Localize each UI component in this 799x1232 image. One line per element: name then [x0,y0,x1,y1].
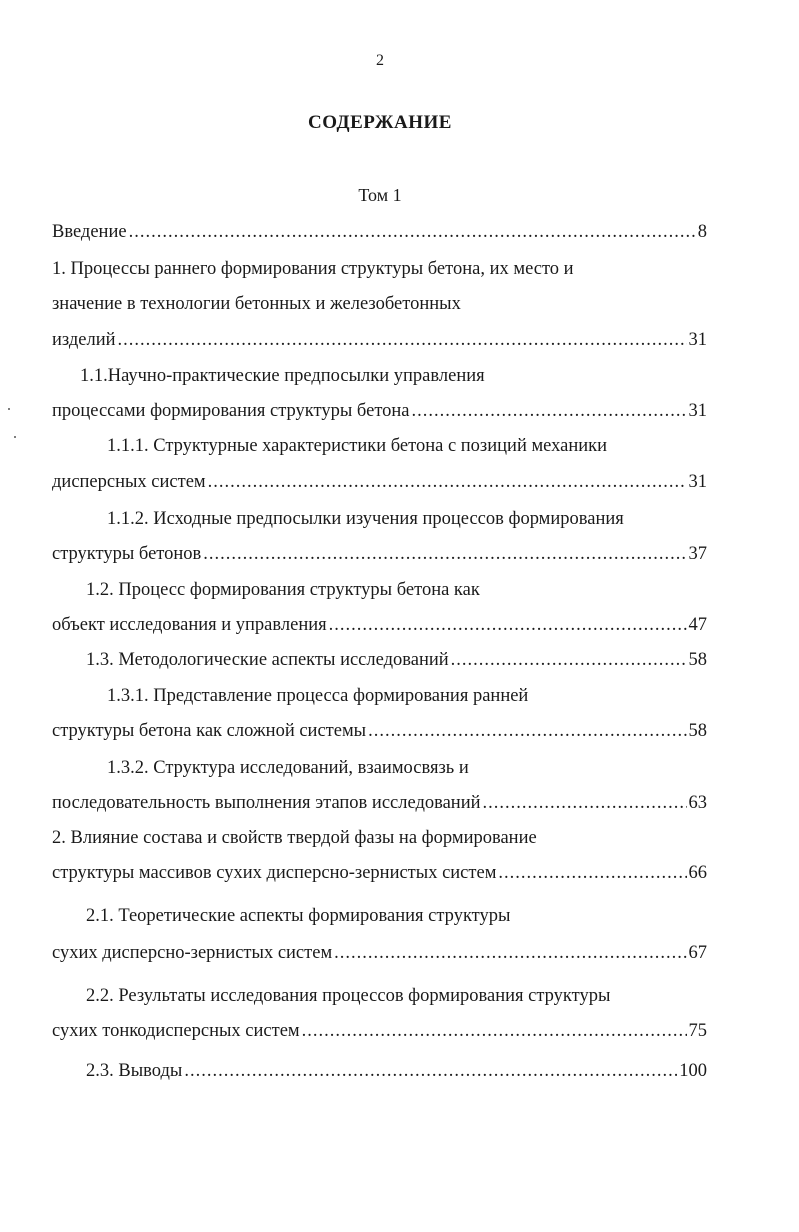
toc-entry-2-2[interactable] [52,1018,707,1044]
dot-leader [184,1058,677,1084]
toc-page-number: 66 [688,863,707,883]
dot-leader [329,612,687,638]
toc-entry-title: 2.3. Выводы [86,1061,183,1081]
toc-entry-title: дисперсных систем [52,472,206,492]
toc-page-number: 58 [688,650,707,670]
toc-entry-title: структуры массивов сухих дисперсно-зернистых систем [52,863,497,883]
dot-leader [498,860,686,886]
scan-speck [14,436,16,438]
toc-entry-ch2[interactable] [52,860,707,886]
toc-page-number: 100 [679,1061,707,1081]
toc-page-number: 8 [697,222,707,242]
toc-entry-title: процессами формирования структуры бетона [52,401,410,421]
dot-leader [208,469,687,495]
toc-entry-2-3[interactable] [86,1058,707,1084]
toc-entry-title: структуры бетона как сложной системы [52,721,367,741]
toc-entry-1-2[interactable] [52,612,707,638]
toc-entry-1-1-line1: 1.1.Научно-практические предпосылки управления [80,366,485,386]
toc-entry-intro[interactable] [52,219,707,245]
toc-entry-ch1[interactable] [52,327,707,353]
toc-entry-title: последовательность выполнения этапов исследований [52,793,481,813]
toc-entry-1-3[interactable] [86,647,707,673]
scan-speck [8,408,10,410]
toc-entry-title: структуры бетонов [52,544,202,564]
volume-label: Том 1 [358,185,402,205]
toc-entry-1-2-line1: 1.2. Процесс формирования структуры бетона как [86,580,480,600]
toc-entry-1-1-2-line1: 1.1.2. Исходные предпосылки изучения процессов формирования [107,509,624,529]
dot-leader [451,647,687,673]
toc-page-number: 31 [688,472,707,492]
dot-leader [368,718,686,744]
toc-entry-title: изделий [52,330,116,350]
toc-entry-1-1-2[interactable] [52,541,707,567]
toc-page-number: 31 [688,401,707,421]
contents-heading: СОДЕРЖАНИЕ [308,112,452,133]
toc-entry-title: сухих дисперсно-зернистых систем [52,943,333,963]
toc-entry-title: 1.3. Методологические аспекты исследований [86,650,449,670]
toc-entry-2-1-line1: 2.1. Теоретические аспекты формирования структуры [86,906,511,926]
toc-page-number: 37 [688,544,707,564]
dot-leader [334,940,686,966]
toc-entry-title: Введение [52,222,127,242]
dot-leader [118,327,687,353]
toc-page-number: 63 [688,793,707,813]
toc-page-number: 47 [688,615,707,635]
toc-entry-1-1-1-line1: 1.1.1. Структурные характеристики бетона с позиций механики [107,436,608,456]
toc-entry-ch1-line2: значение в технологии бетонных и железобетонных [52,294,461,314]
dot-leader [483,790,687,816]
toc-entry-title: объект исследования и управления [52,615,327,635]
toc-page-number: 67 [688,943,707,963]
toc-page-number: 31 [688,330,707,350]
toc-entry-2-1[interactable] [52,940,707,966]
dot-leader [412,398,687,424]
toc-entry-title: сухих тонкодисперсных систем [52,1021,300,1041]
dot-leader [203,541,686,567]
toc-entry-1-3-2[interactable] [52,790,707,816]
toc-entry-2-2-line1: 2.2. Результаты исследования процессов формирования структуры [86,986,611,1006]
dot-leader [129,219,696,245]
toc-entry-ch2-line1: 2. Влияние состава и свойств твердой фазы на формирование [52,828,537,848]
toc-page-number: 75 [688,1021,707,1041]
toc-entry-1-3-1[interactable] [52,718,707,744]
toc-page-number: 58 [688,721,707,741]
toc-entry-ch1-line1: 1. Процессы раннего формирования структуры бетона, их место и [52,259,574,279]
dot-leader [302,1018,687,1044]
toc-entry-1-3-1-line1: 1.3.1. Представление процесса формирования ранней [107,686,529,706]
page-number: 2 [376,52,384,69]
toc-entry-1-3-2-line1: 1.3.2. Структура исследований, взаимосвязь и [107,758,469,778]
toc-entry-1-1[interactable] [52,398,707,424]
toc-entry-1-1-1[interactable] [52,469,707,495]
